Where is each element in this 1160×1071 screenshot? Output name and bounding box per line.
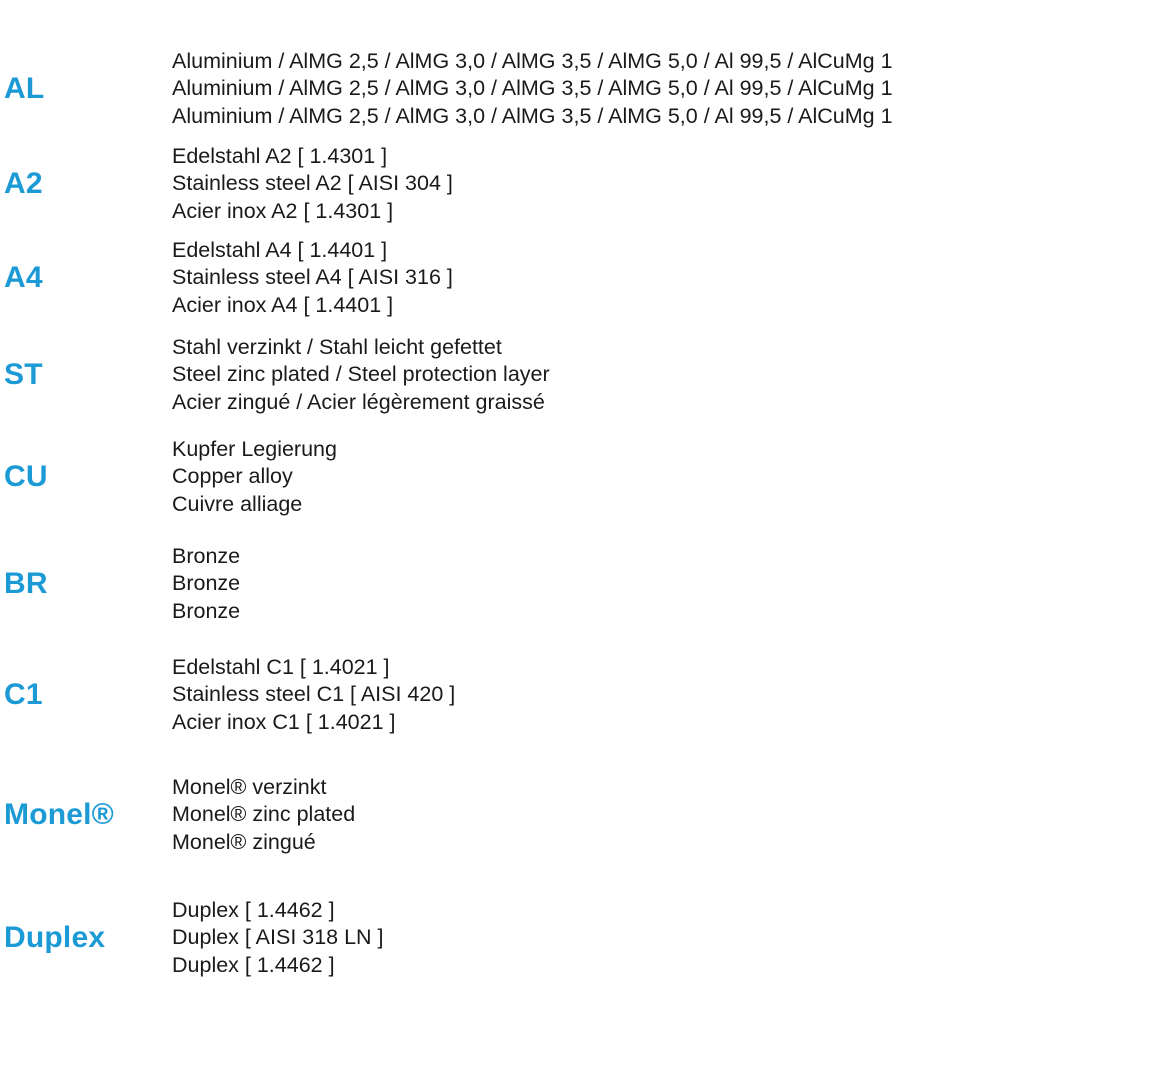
description-de: Edelstahl A2 [ 1.4301 ] xyxy=(172,143,388,168)
material-code: ST xyxy=(4,358,43,392)
description-en: Steel zinc plated / Steel protection layer xyxy=(172,362,550,387)
description-de: Bronze xyxy=(172,543,241,568)
material-code: A2 xyxy=(4,167,43,201)
description-de: Duplex [ 1.4462 ] xyxy=(172,897,335,922)
legend-list xyxy=(0,40,1160,998)
description-fr: Aluminium / AlMG 2,5 / AlMG 3,0 / AlMG 3,5 / AlMG 5,0 / Al 99,5 / AlCuMg 1 xyxy=(172,103,893,128)
description-en: Monel® zinc plated xyxy=(172,802,356,827)
legend-row xyxy=(0,878,1160,998)
description-en: Copper alloy xyxy=(172,464,293,489)
description-en: Duplex [ AISI 318 LN ] xyxy=(172,925,384,950)
description-de: Edelstahl C1 [ 1.4021 ] xyxy=(172,654,390,679)
material-descriptions xyxy=(172,897,1160,980)
description-en: Stainless steel A2 [ AISI 304 ] xyxy=(172,171,453,196)
description-fr: Bronze xyxy=(172,598,241,623)
description-fr: Acier inox A4 [ 1.4401 ] xyxy=(172,292,394,317)
description-fr: Acier inox A2 [ 1.4301 ] xyxy=(172,198,394,223)
legend-row xyxy=(0,230,1160,326)
material-code: AL xyxy=(4,72,45,106)
material-descriptions xyxy=(172,48,1160,131)
material-code: C1 xyxy=(4,678,43,712)
material-code: A4 xyxy=(4,261,43,295)
material-descriptions xyxy=(172,543,1160,626)
legend-row xyxy=(0,40,1160,138)
material-descriptions xyxy=(172,654,1160,737)
material-descriptions xyxy=(172,334,1160,417)
legend-row xyxy=(0,752,1160,878)
legend-row xyxy=(0,138,1160,230)
description-fr: Acier inox C1 [ 1.4021 ] xyxy=(172,709,396,734)
description-en: Stainless steel A4 [ AISI 316 ] xyxy=(172,265,453,290)
legend-row xyxy=(0,326,1160,424)
material-descriptions xyxy=(172,774,1160,857)
legend-row xyxy=(0,530,1160,638)
material-code: CU xyxy=(4,460,48,494)
legend-row xyxy=(0,424,1160,530)
description-en: Aluminium / AlMG 2,5 / AlMG 3,0 / AlMG 3,5 / AlMG 5,0 / Al 99,5 / AlCuMg 1 xyxy=(172,76,893,101)
description-en: Stainless steel C1 [ AISI 420 ] xyxy=(172,682,456,707)
description-fr: Acier zingué / Acier légèrement graissé xyxy=(172,389,545,414)
description-de: Edelstahl A4 [ 1.4401 ] xyxy=(172,237,388,262)
description-de: Aluminium / AlMG 2,5 / AlMG 3,0 / AlMG 3,5 / AlMG 5,0 / Al 99,5 / AlCuMg 1 xyxy=(172,48,893,73)
description-fr: Duplex [ 1.4462 ] xyxy=(172,952,335,977)
material-code: BR xyxy=(4,567,48,601)
description-de: Stahl verzinkt / Stahl leicht gefettet xyxy=(172,334,502,359)
material-descriptions xyxy=(172,436,1160,519)
legend-row xyxy=(0,638,1160,752)
material-descriptions xyxy=(172,143,1160,226)
description-de: Kupfer Legierung xyxy=(172,436,337,461)
material-code: Monel® xyxy=(4,798,114,832)
material-descriptions xyxy=(172,237,1160,320)
description-fr: Monel® zingué xyxy=(172,829,316,854)
description-de: Monel® verzinkt xyxy=(172,774,327,799)
description-fr: Cuivre alliage xyxy=(172,491,303,516)
material-code: Duplex xyxy=(4,921,106,955)
description-en: Bronze xyxy=(172,571,241,596)
